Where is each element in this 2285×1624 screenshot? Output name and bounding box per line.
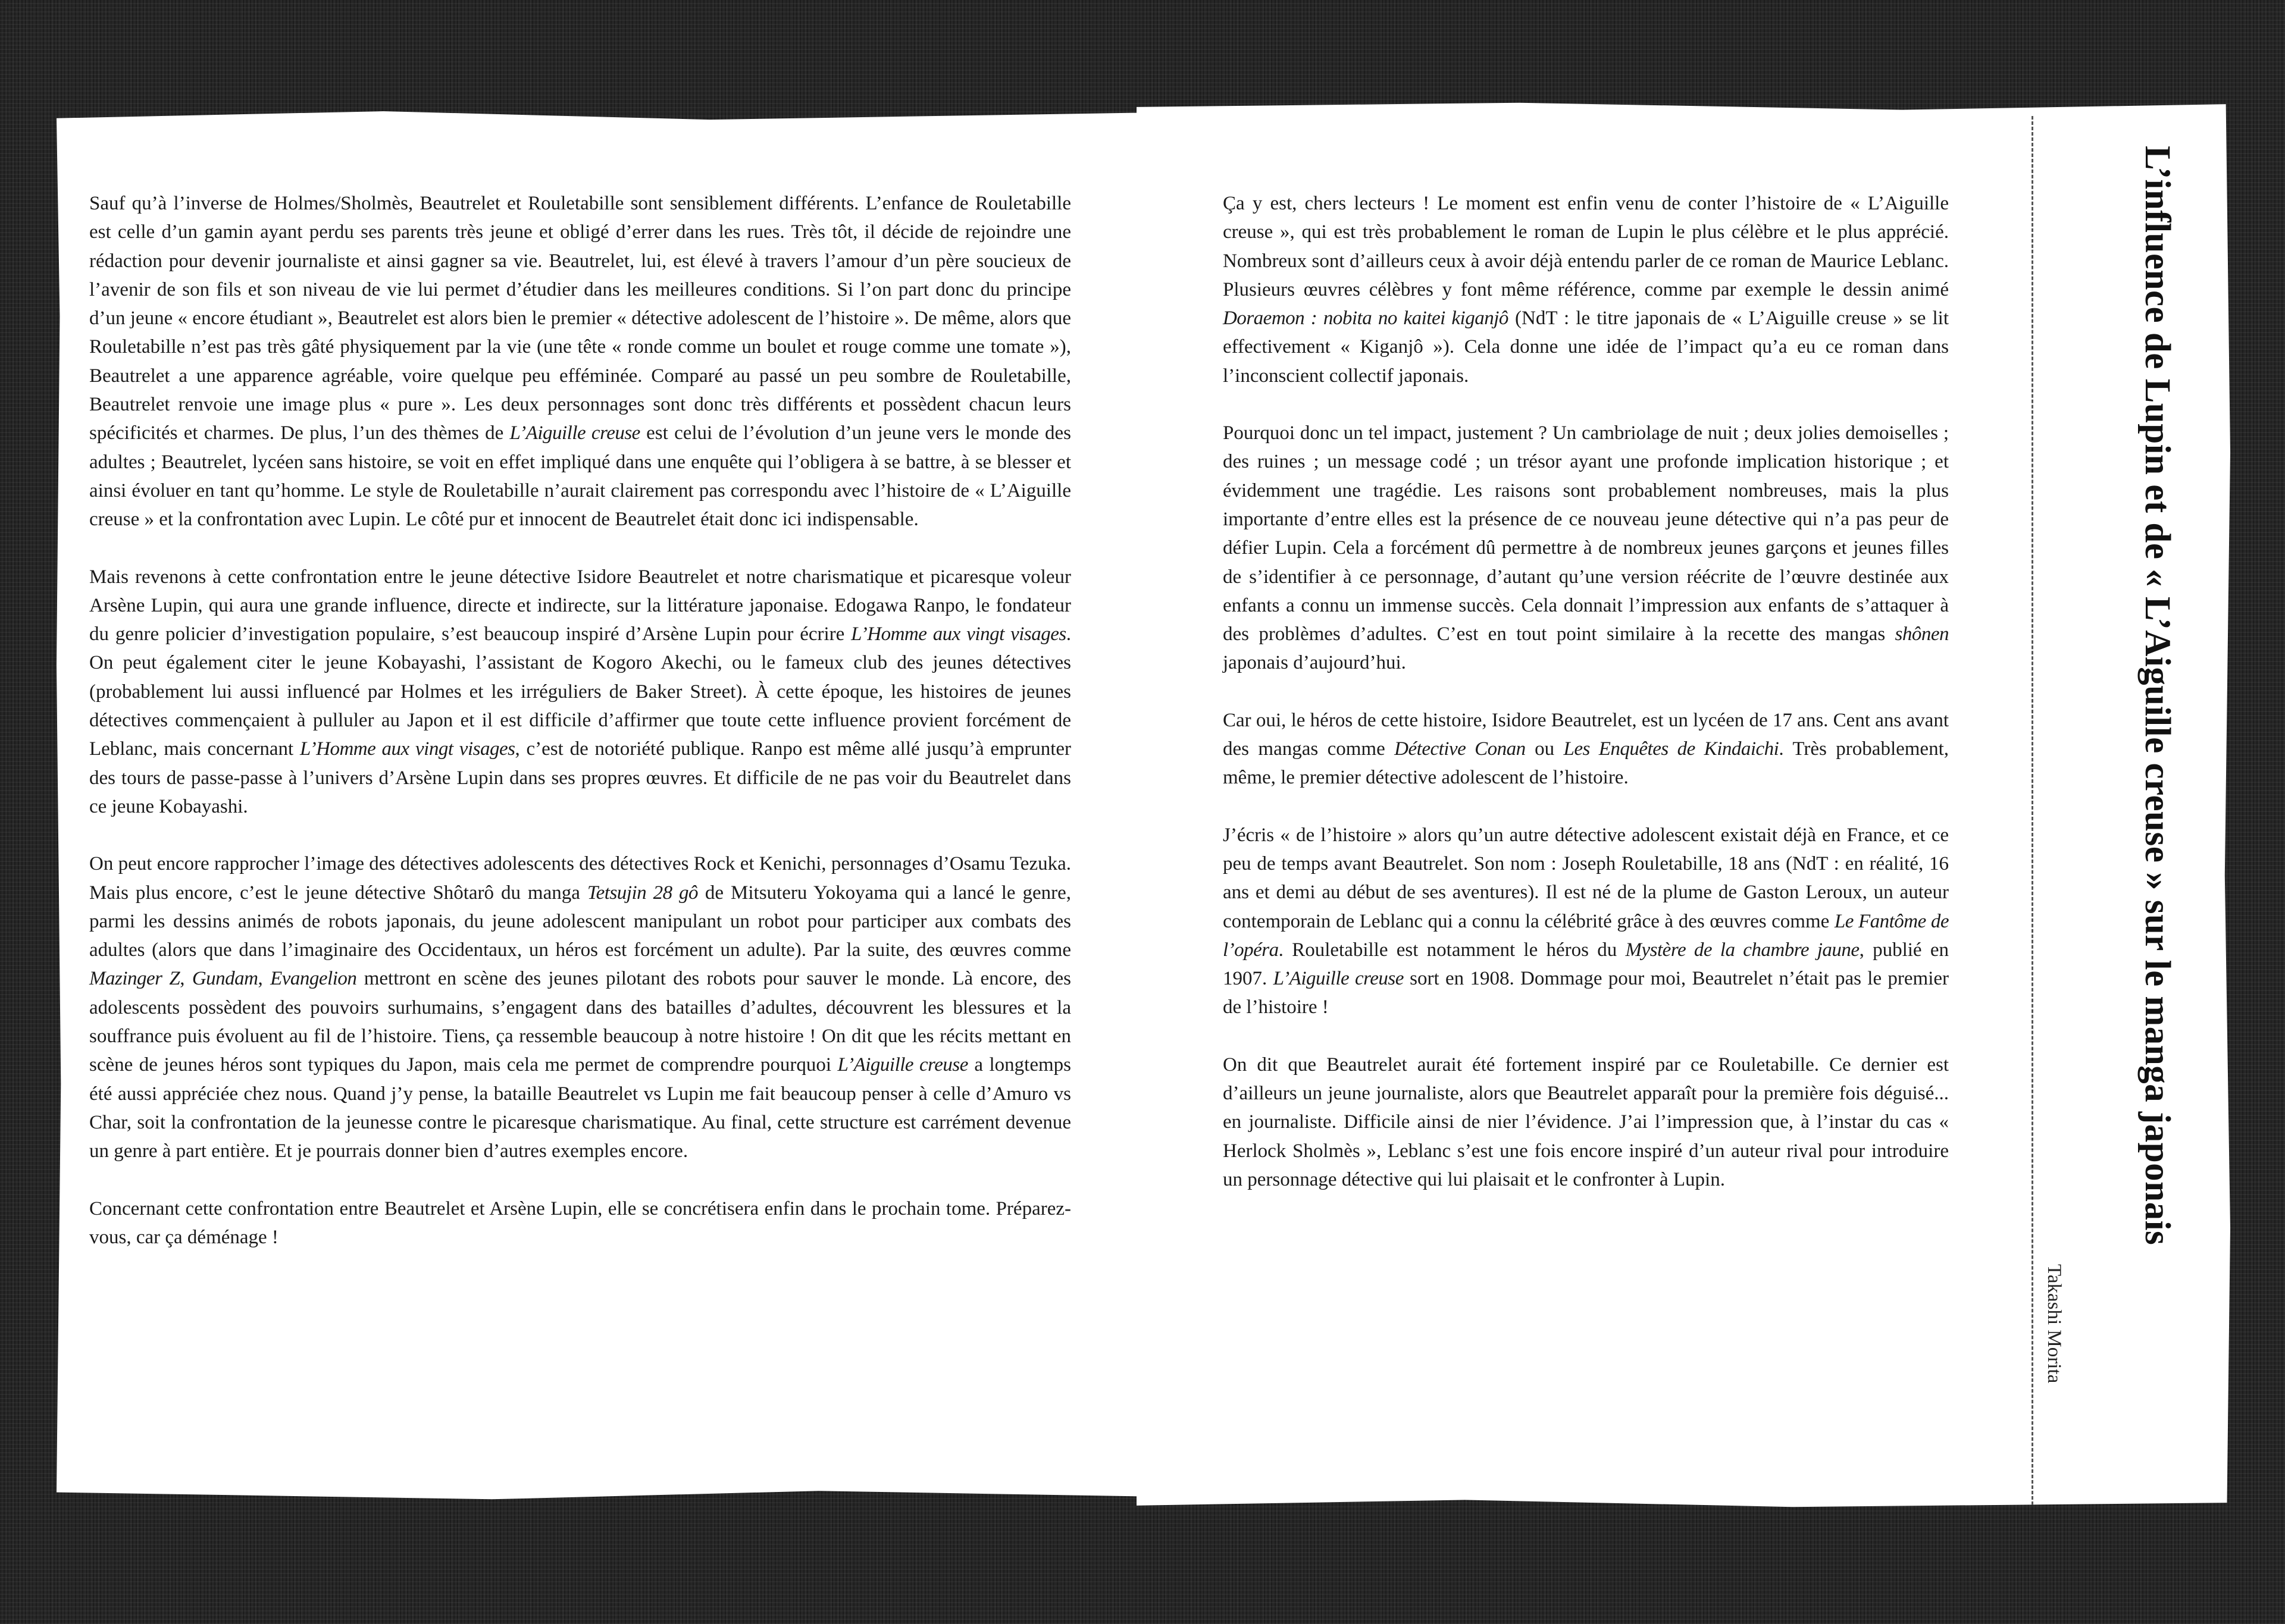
paragraph: Ça y est, chers lecteurs ! Le moment est enfin venu de conter l’histoire de « L’Aiguille creuse », qui est très probablement le roman de Lupin le plus célèbre et le plus apprécié. Nombreux sont d’ailleurs ceux à avoir déjà entendu parler de ce roman de Maurice Leblanc. Plusieurs œuvres célèbres y font même référence, comme par exemple le dessin animé Doraemon : nobita no kaitei kiganjô (NdT : le titre japonais de « L’Aiguille creuse » se lit effectivement « Kiganjô »). Cela donne une idée de l’impact qu’a eu ce roman dans l’inconscient collectif japonais. <box>1223 193 1949 387</box>
book-title: L’Aiguille creuse <box>837 1054 968 1076</box>
term: shônen <box>1895 623 1949 645</box>
article-title: L’influence de Lupin et de « L’Aiguille creuse » sur le manga japonais <box>2137 146 2177 1246</box>
paragraph: Car oui, le héros de cette histoire, Isidore Beautrelet, est un lycéen de 17 ans. Cent ans avant des mangas comme Détective Conan ou Les Enquêtes de Kindaichi. Très probablement, même, le premier détective adolescent de l’histoire. <box>1223 709 1949 789</box>
book-title: L’Homme aux vingt visages <box>851 623 1066 645</box>
paragraph: Sauf qu’à l’inverse de Holmes/Sholmès, Beautrelet et Rouletabille sont sensiblement différents. L’enfance de Rouletabille est celle d’un gamin ayant perdu ses parents très jeune et obligé d’errer dans les rues. Très tôt, il décide de rejoindre une rédaction pour devenir journaliste et ainsi gagner sa vie. Beautrelet, lui, est élevé à travers l’amour d’un père soucieux de l’avenir de son fils et son niveau de vie lui permet d’étudier dans les meilleures conditions. Si l’on part donc du principe d’un jeune « encore étudiant », Beautrelet est alors bien le premier « détective adolescent de l’histoire ». De même, alors que Rouletabille n’est pas très gâté physiquement par la vie (une tête « ronde comme un boulet et rouge comme une tomate »), Beautrelet a une apparence agréable, voire quelque peu efféminée. Comparé au passé un peu sombre de Rouletabille, Beautrelet renvoie une image plus « pure ». Les deux personnages sont donc très différents et possèdent chacun leurs spécificités et charmes. De plus, l’un des thèmes de L’Aiguille creuse est celui de l’évolution d’un jeune vers le monde des adultes ; Beautrelet, lycéen sans histoire, se voit en effet impliqué dans une enquête qui l’obligera à se battre, à se blesser et ainsi évoluer en tant qu’homme. Le style de Rouletabille n’aurait clairement pas correspondu avec l’histoire de « L’Aiguille creuse » et la confrontation avec Lupin. Le côté pur et innocent de Beautrelet était donc ici indispensable. <box>89 193 1072 531</box>
book-title: Les Enquêtes de Kindaichi <box>1563 738 1779 760</box>
paragraph: Pourquoi donc un tel impact, justement ? Un cambriolage de nuit ; deux jolies demoiselles ; des ruines ; un message codé ; un trésor ayant une profonde implication historique ; et évidemment une tragédie. Les raisons sont probablement nombreuses, mais la plus importante d’entre elles est la présence de ce nouveau jeune détective qui n’a pas peur de défier Lupin. Cela a forcément dû permettre à de nombreux jeunes garçons et jeunes filles de s’identifier à ce personnage, d’autant qu’une version réécrite de l’œuvre destinée aux enfants a connu un immense succès. Cela donnait l’impression aux enfants de s’attaquer à des problèmes d’adultes. C’est en tout point similaire à la recette des mangas shônen japonais d’aujourd’hui. <box>1223 422 1949 674</box>
book-title: Mazinger Z <box>89 968 180 990</box>
book-title: Tetsujin 28 gô <box>587 882 698 904</box>
paragraph: On peut encore rapprocher l’image des détectives adolescents des détectives Rock et Kenichi, personnages d’Osamu Tezuka. Mais plus encore, c’est le jeune détective Shôtarô du manga Tetsujin 28 gô de Mitsuteru Yokoyama qui a lancé le genre, parmi les dessins animés de robots japonais, du jeune adolescent manipulant un robot pour participer aux combats des adultes (alors que dans l’imaginaire des Occidentaux, un héros est forcément un adulte). Par la suite, des œuvres comme Mazinger Z, Gundam, Evangelion mettront en scène des jeunes pilotant des robots pour sauver le monde. Là encore, des adolescents possèdent des pouvoirs surhumains, s’engagent dans des batailles d’adultes, découvrent les blessures et la souffrance puis évoluent au fil de l’histoire. Tiens, ça ressemble beaucoup à notre histoire ! On dit que les récits mettant en scène de jeunes héros sont typiques du Japon, mais cela me permet de comprendre pourquoi L’Aiguille creuse a longtemps été aussi appréciée chez nous. Quand j’y pense, la bataille Beautrelet vs Lupin me fait beaucoup penser à celle d’Amuro vs Char, soit la confrontation de la jeunesse contre le picaresque charismatique. Au final, cette structure est carrément devenue un genre à part entière. Et je pourrais donner bien d’autres exemples encore. <box>89 853 1072 1162</box>
left-text-column <box>89 189 1071 1280</box>
book-title: Gundam <box>192 968 258 990</box>
paragraph: J’écris « de l’histoire » alors qu’un autre détective adolescent existait déjà en France, et ce peu de temps avant Beautrelet. Son nom : Joseph Rouletabille, 18 ans (NdT : en réalité, 16 ans et demi au début de ses aventures). Il est né de la plume de Gaston Leroux, un auteur contemporain de Leblanc qui a connu la célébrité grâce à des œuvres comme Le Fantôme de l’opéra. Rouletabille est notamment le héros du Mystère de la chambre jaune, publié en 1907. L’Aiguille creuse sort en 1908. Dommage pour moi, Beautrelet n’était pas le premier de l’histoire ! <box>1223 824 1949 1018</box>
dashed-divider <box>2032 116 2033 1505</box>
paragraph: Concernant cette confrontation entre Beautrelet et Arsène Lupin, elle se concrétisera enfin dans le prochain tome. Préparez-vous, car ça déménage ! <box>89 1197 1071 1248</box>
book-title: L’Aiguille creuse <box>1273 968 1404 990</box>
right-text-column <box>1223 189 1949 1222</box>
book-title: Doraemon : nobita no kaitei kiganjô <box>1223 308 1508 330</box>
book-title: L’Homme aux vingt visages <box>300 738 515 760</box>
author-name: Takashi Morita <box>2043 1264 2065 1384</box>
paragraph: On dit que Beautrelet aurait été fortement inspiré par ce Rouletabille. Ce dernier est d’ailleurs un jeune journaliste, alors que Beautrelet apparaît pour la première fois déguisé... en journaliste. Difficile ainsi de nier l’évidence. J’ai l’impression que, à l’instar du cas « Herlock Sholmès », Leblanc s’est une fois encore inspiré d’un auteur rival pour introduire un personnage détective qui lui plaisait et le confronter à Lupin. <box>1223 1054 1949 1190</box>
book-title: Evangelion <box>270 968 357 990</box>
book-title: Détective Conan <box>1394 738 1526 760</box>
book-title: L’Aiguille creuse <box>509 422 640 444</box>
book-title: Mystère de la chambre jaune <box>1625 939 1860 961</box>
book-title: Le Fantôme de l’opéra <box>1223 910 1949 961</box>
paragraph: Mais revenons à cette confrontation entre le jeune détective Isidore Beautrelet et notre charismatique et picaresque voleur Arsène Lupin, qui aura une grande influence, directe et indirecte, sur la littérature japonaise. Edogawa Ranpo, le fondateur du genre policier d’investigation populaire, s’est beaucoup inspiré d’Arsène Lupin pour écrire L’Homme aux vingt visages. On peut également citer le jeune Kobayashi, l’assistant de Kogoro Akechi, ou le fameux club des jeunes détectives (probablement lui aussi influencé par Holmes et les irréguliers de Baker Street). À cette époque, les histoires de jeunes détectives commençaient à pulluler au Japon et il est difficile d’affirmer que toute cette influence provient forcément de Leblanc, mais concernant L’Homme aux vingt visages, c’est de notoriété publique. Ranpo est même allé jusqu’à emprunter des tours de passe-passe à l’univers d’Arsène Lupin dans ses propres œuvres. Et difficile de ne pas voir du Beautrelet dans ce jeune Kobayashi. <box>89 566 1072 817</box>
